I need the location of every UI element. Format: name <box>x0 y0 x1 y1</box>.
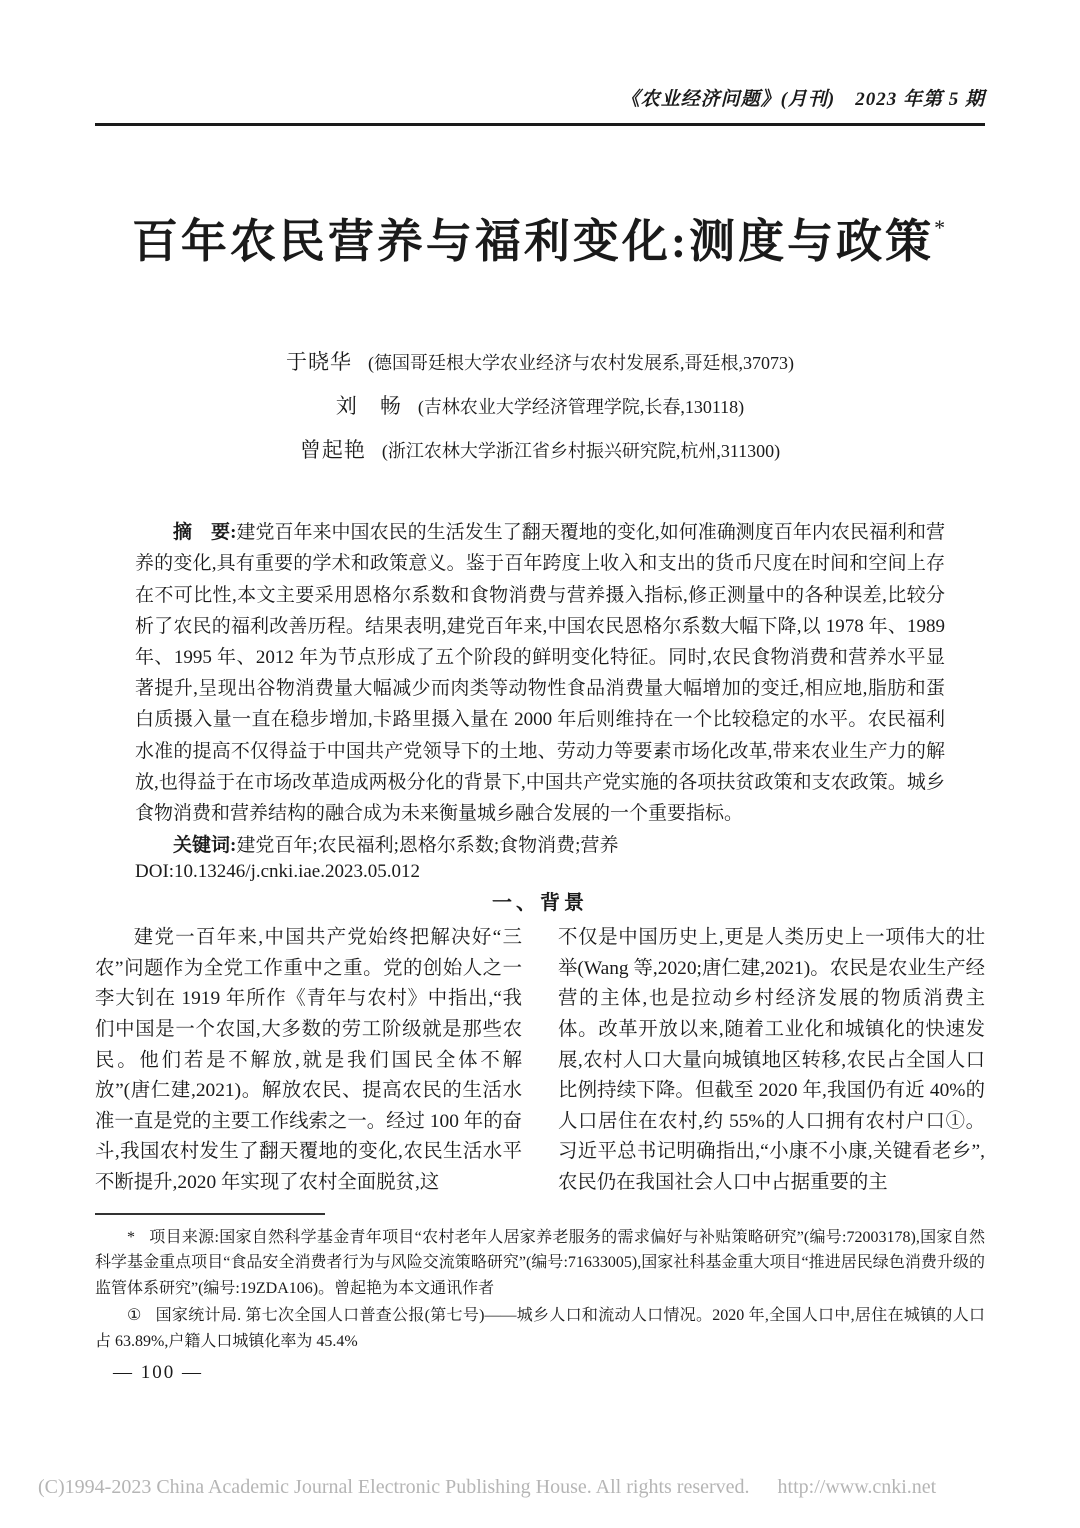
paper-title <box>95 214 985 269</box>
author-affiliation: (吉林农业大学经济管理学院,长春,130118) <box>417 397 745 418</box>
author-name: 于晓华 <box>286 350 352 375</box>
author-affiliation: (浙江农林大学浙江省乡村振兴研究院,杭州,311300) <box>381 441 781 462</box>
right-column <box>558 923 985 1198</box>
author-affiliation: (德国哥廷根大学农业经济与农村发展系,哥廷根,37073) <box>368 353 794 374</box>
section-heading-background: 一、背景 <box>492 892 588 915</box>
keywords-text: 建党百年;农民福利;恩格尔系数;食物消费;营养 <box>236 835 619 857</box>
footnote-one-text: 国家统计局. 第七次全国人口普查公报(第七号)——城乡人口和流动人口情况。2020 年,全国人口中,居住在城镇的人口占 63.89%,户籍人口城镇化率为 45.4% <box>95 1307 985 1350</box>
author-line <box>95 385 985 429</box>
author-block <box>95 341 985 473</box>
footer-url: http://www.cnki.net <box>777 1476 937 1498</box>
header-rule <box>95 123 985 126</box>
page-number: — 100 — <box>113 1362 203 1383</box>
footer-copyright: (C)1994-2023 China Academic Journal Electronic Publishing House. All rights reserved. <box>38 1476 750 1498</box>
journal-header: 《农业经济问题》(月刊) 2023 年第 5 期 <box>620 89 985 110</box>
body-columns <box>95 923 985 1198</box>
title-footnote-mark: * <box>934 215 949 240</box>
cnki-footer <box>38 1476 1042 1499</box>
keywords-line <box>135 829 945 859</box>
abstract-block <box>135 517 945 884</box>
footnote-divider <box>95 1213 325 1215</box>
paper-title-text: 百年农民营养与福利变化:测度与政策 <box>131 216 935 267</box>
keywords-label: 关键词: <box>173 835 237 857</box>
footnote-funding <box>95 1225 985 1302</box>
left-column <box>95 923 522 1198</box>
footnote-one-mark: ① <box>127 1307 142 1325</box>
abstract-paragraph <box>135 517 945 829</box>
right-column-paragraph: 不仅是中国历史上,更是人类历史上一项伟大的壮举(Wang 等,2020;唐仁建,2021)。农民是农业生产经营的主体,也是拉动乡村经济发展的物质消费主体。改革开放以来,随着工业化和城镇化的快速发展,农村人口大量向城镇地区转移,农民占全国人口比例持续下降。但截至 2020 年,我国仍有近 40%的人口居住在农村,约 55%的人口拥有农村户口①。习近平总书记明确指出,“小康不小康,关键看老乡”,农民仍在我国社会人口中占据重要的主 <box>558 927 985 1193</box>
author-line <box>95 429 985 473</box>
abstract-label: 摘 要: <box>173 522 237 544</box>
left-column-paragraph: 建党一百年来,中国共产党始终把解决好“三农”问题作为全党工作重中之重。党的创始人之一李大钊在 1919 年所作《青年与农村》中指出,“我们中国是一个农国,大多数的劳工阶级就是那些农民。他们若是不解放,就是我们国民全体不解放”(唐仁建,2021)。解放农民、提高农民的生活水准一直是党的主要工作线索之一。经过 100 年的奋斗,我国农村发生了翻天覆地的变化,农民生活水平不断提升,2020 年实现了农村全面脱贫,这 <box>95 927 522 1193</box>
author-name: 刘 畅 <box>335 394 402 419</box>
author-line <box>95 341 985 385</box>
author-name: 曾起艳 <box>299 438 366 463</box>
doi: DOI:10.13246/j.cnki.iae.2023.05.012 <box>135 861 420 883</box>
footnote-star-text: 项目来源:国家自然科学基金青年项目“农村老年人居家养老服务的需求偏好与补贴策略研究”(编号:72003178),国家自然科学基金重点项目“食品安全消费者行为与风险交流策略研究”(编号:71633005),国家社科基金重大项目“推进居民绿色消费升级的监管体系研究”(编号:19ZDA106)。曾起艳为本文通讯作者 <box>95 1228 985 1297</box>
footnote-census <box>95 1303 985 1354</box>
footnote-star-mark: * <box>127 1228 135 1246</box>
abstract-text: 建党百年来中国农民的生活发生了翻天覆地的变化,如何准确测度百年内农民福利和营养的变化,具有重要的学术和政策意义。鉴于百年跨度上收入和支出的货币尺度在时间和空间上存在不可比性,本文主要采用恩格尔系数和食物消费与营养摄入指标,修正测量中的各种误差,比较分析了农民的福利改善历程。结果表明,建党百年来,中国农民恩格尔系数大幅下降,以 1978 年、1989 年、1995 年、2012 年为节点形成了五个阶段的鲜明变化特征。同时,农民食物消费和营养水平显著提升,呈现出谷物消费量大幅减少而肉类等动物性食品消费量大幅增加的变迁,相应地,脂肪和蛋白质摄入量一直在稳步增加,卡路里摄入量在 2000 年后则维持在一个比较稳定的水平。农民福利水准的提高不仅得益于中国共产党领导下的土地、劳动力等要素市场化改革,带来农业生产力的解放,也得益于在市场改革造成两极分化的背景下,中国共产党实施的各项扶贫政策和支农政策。城乡食物消费和营养结构的融合成为未来衡量城乡融合发展的一个重要指标。 <box>135 522 945 825</box>
